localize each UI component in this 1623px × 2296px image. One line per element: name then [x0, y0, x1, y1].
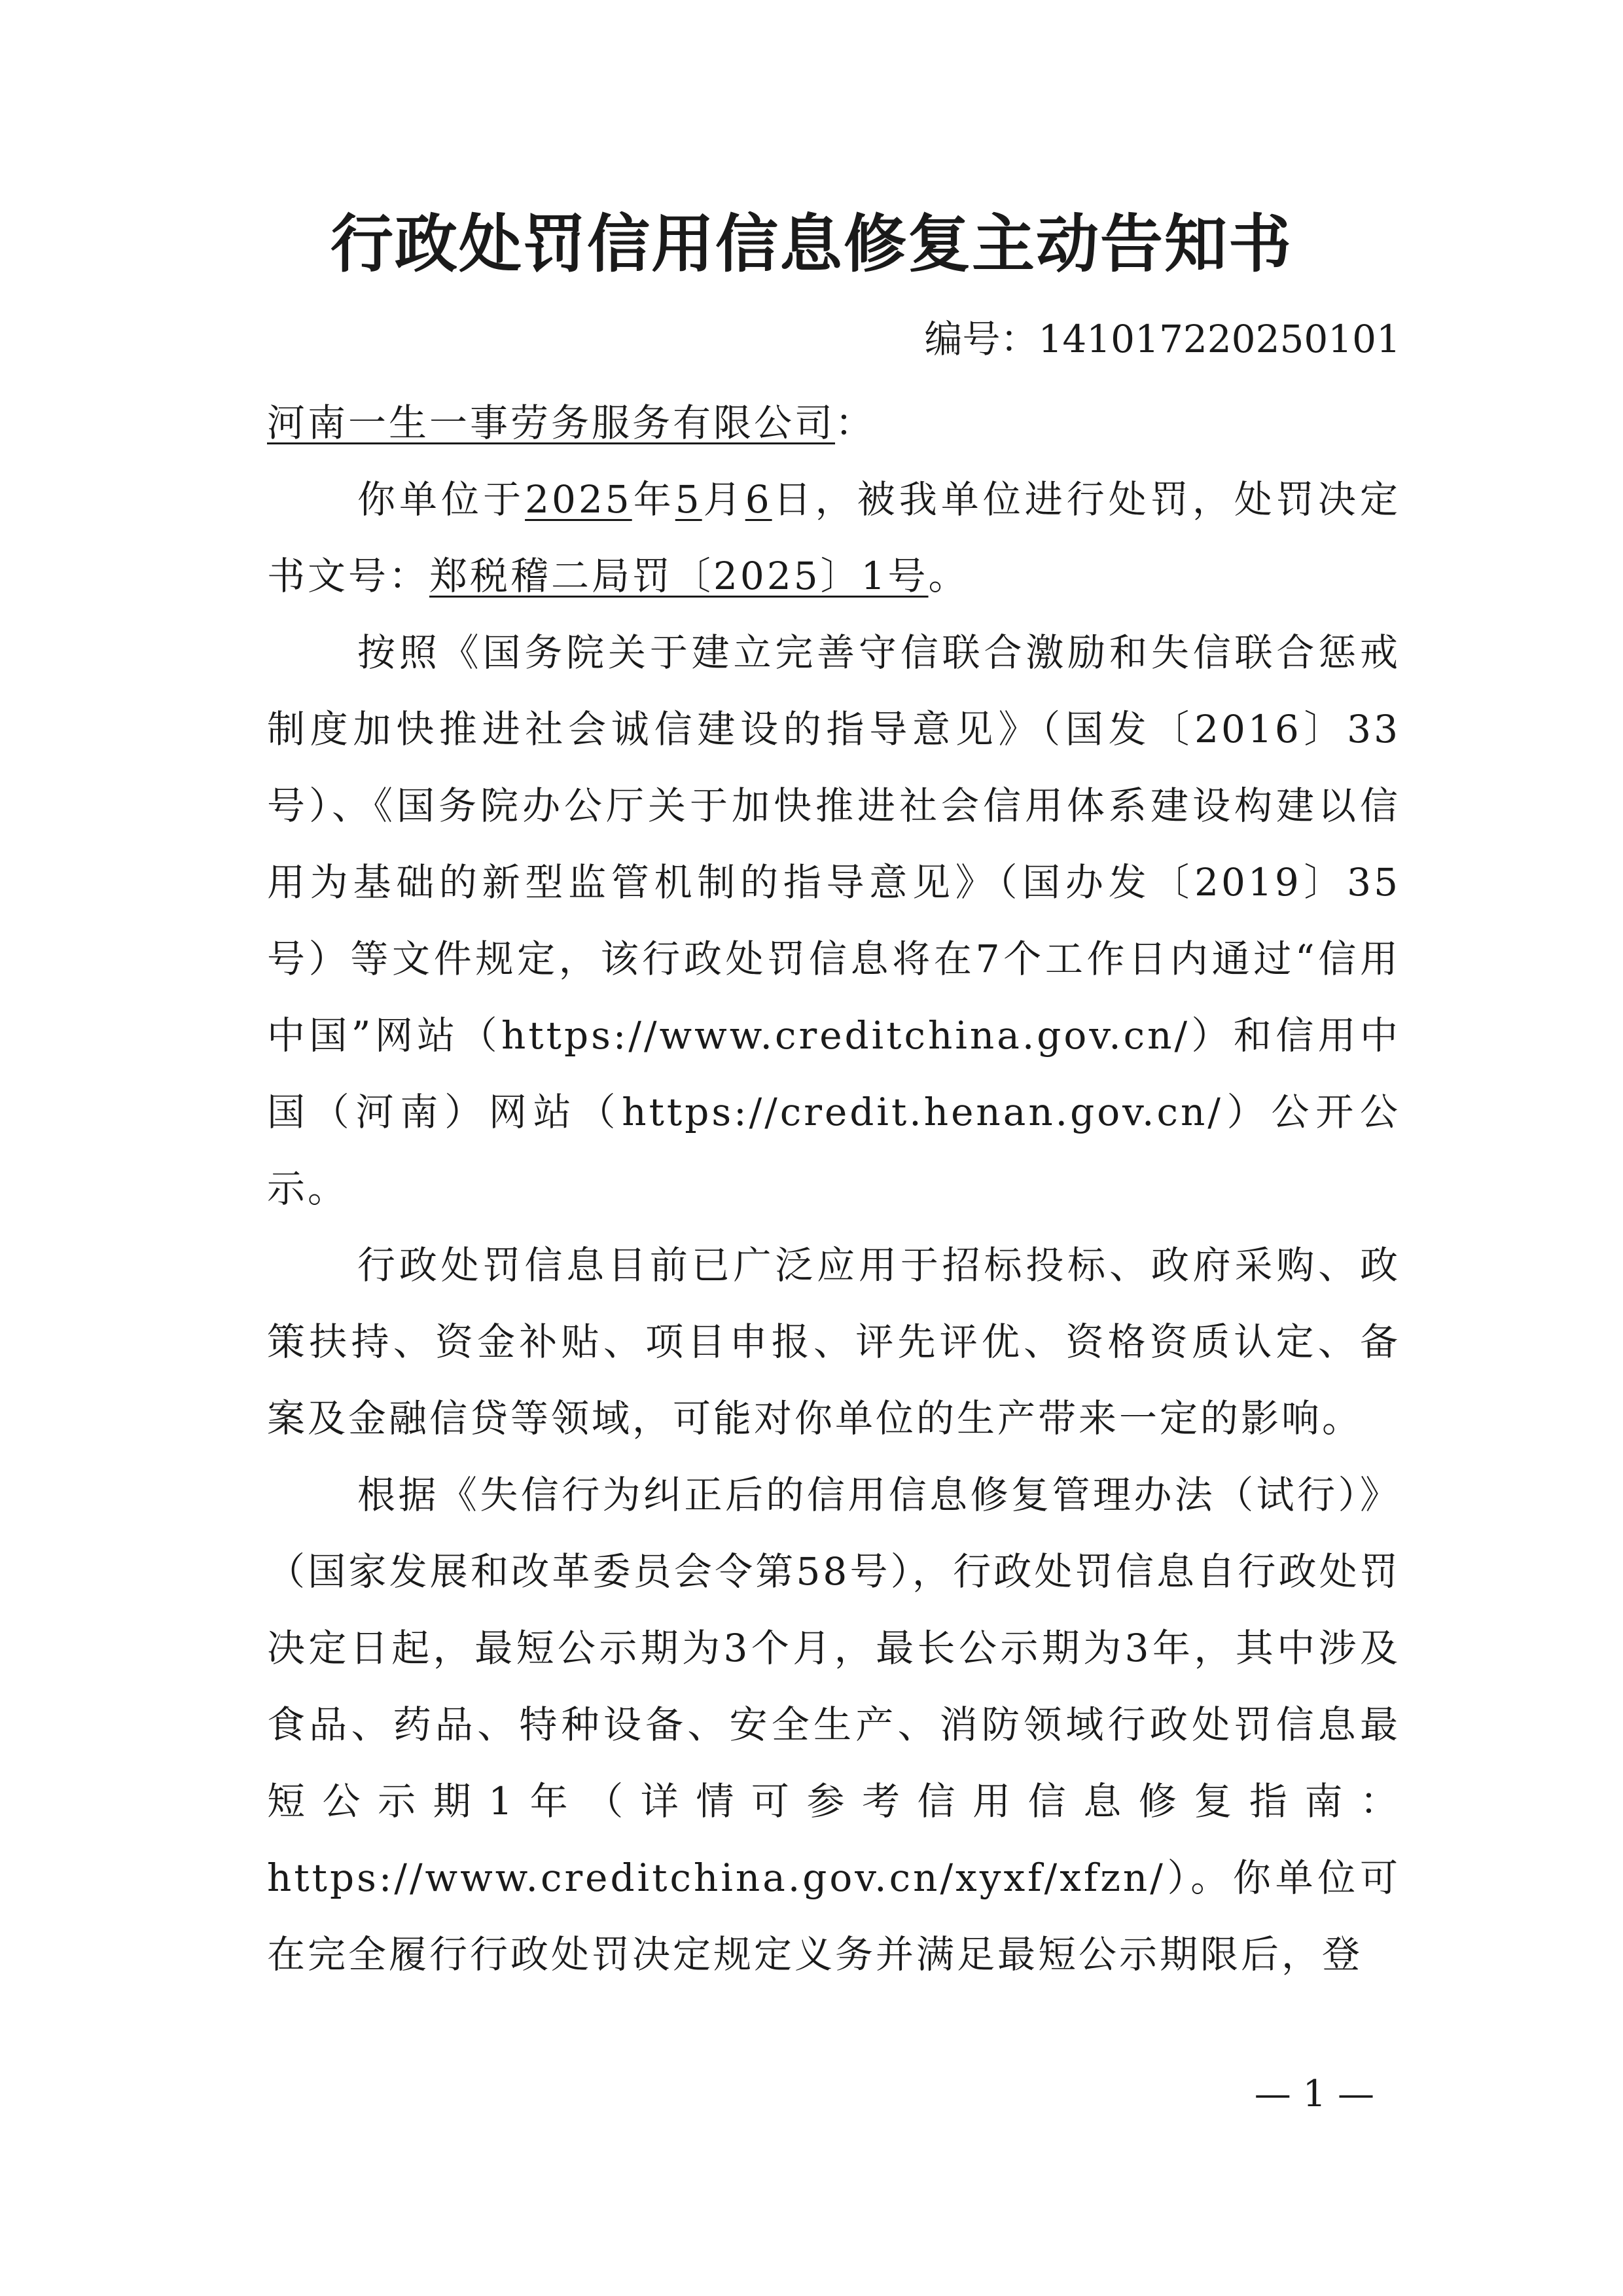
p1-text-a: 你单位于: [357, 477, 526, 522]
document-number: 编号：141017220250101: [924, 317, 1400, 361]
page-number: — 1 —: [1254, 2073, 1374, 2115]
penalty-day: 6: [745, 477, 772, 522]
paragraph-penalty-notice: [267, 461, 1400, 615]
paragraph-legal-basis: 按照《国务院关于建立完善守信联合激励和失信联合惩戒制度加快推进社会诚信建设的指导意见》（国发〔2016〕33号）、《国务院办公厅关于加快推进社会信用体系建设构建以信用为基础的新型监管机制的指导意见》（国办发〔2019〕35号）等文件规定，该行政处罚信息将在7个工作日内通过“信用中国”网站（https://www.creditchina.gov.cn/）和信用中国（河南）网站（https://credit.henan.gov.cn/）公开公示。: [267, 630, 1400, 1211]
penalty-year: 2025: [525, 477, 632, 522]
p1-text-c: 月: [702, 477, 745, 522]
p1-text-e: 。: [928, 554, 969, 598]
recipient-line: [267, 385, 1400, 461]
recipient-name: 河南一生一事劳务服务有限公司: [267, 401, 836, 445]
paragraph-repair-rules: 根据《失信行为纠正后的信用信息修复管理办法（试行）》（国家发展和改革委员会令第58号），行政处罚信息自行政处罚决定日起，最短公示期为3个月，最长公示期为3年，其中涉及食品、药品、特种设备、安全生产、消防领域行政处罚信息最短公示期1年（详情可参考信用信息修复指南：https://www.creditchina.gov.cn/xyxf/xfzn/）。你单位可在完全履行行政处罚决定规定义务并满足最短公示期限后，登: [267, 1473, 1400, 1977]
p1-text-b: 年: [632, 477, 675, 522]
page-footer: [0, 2068, 1623, 2121]
document-body: [267, 385, 1400, 1993]
decision-number: 郑税稽二局罚〔2025〕1号: [429, 554, 929, 598]
paragraph-impact: 行政处罚信息目前已广泛应用于招标投标、政府采购、政策扶持、资金补贴、项目申报、评先评优、资格资质认定、备案及金融信贷等领域，可能对你单位的生产带来一定的影响。: [267, 1243, 1400, 1441]
p1-text-d: 日，被我单位进行处罚，处罚决定书文号：: [267, 477, 1400, 598]
penalty-month: 5: [675, 477, 702, 522]
document-title: 行政处罚信用信息修复主动告知书: [330, 207, 1293, 281]
recipient-suffix: ：: [835, 401, 876, 445]
